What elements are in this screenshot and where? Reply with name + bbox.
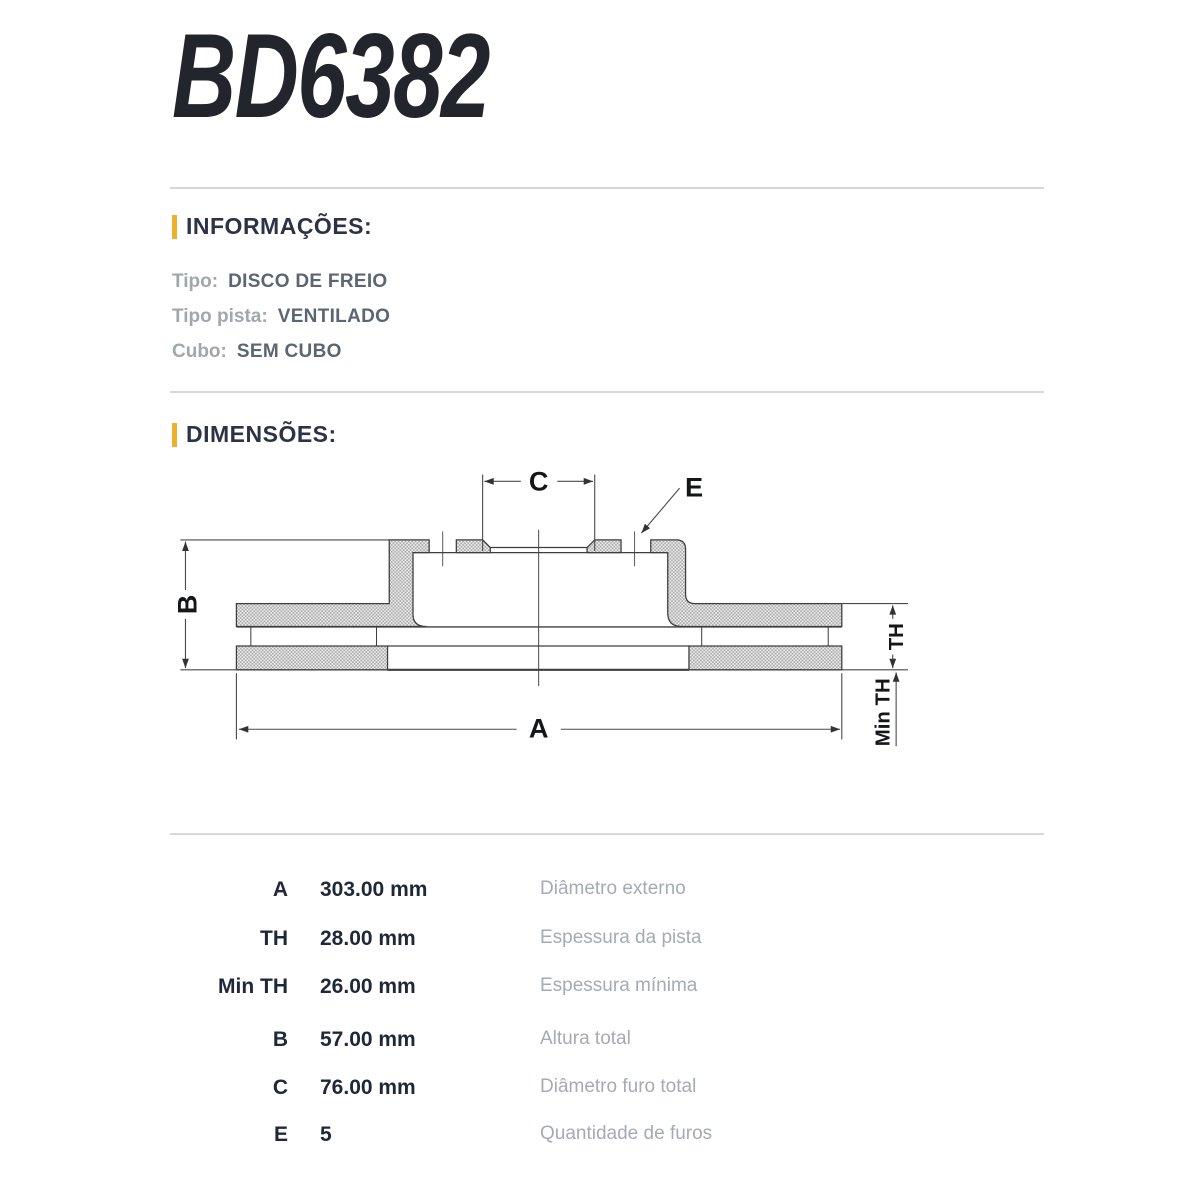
- dim-key: TH: [260, 927, 288, 950]
- dim-value: 26.00 mm: [320, 975, 416, 998]
- dim-description: Diâmetro externo: [540, 878, 686, 899]
- separator: [170, 187, 1044, 189]
- brake-disc-cross-section-drawing: [160, 455, 1060, 815]
- hat-right-wall-and-flange: [651, 540, 842, 627]
- info-label: Tipo pista:: [172, 306, 268, 327]
- dim-label-th: TH: [885, 623, 908, 651]
- table-row: [0, 975, 1200, 1005]
- dim-key: A: [272, 878, 288, 901]
- table-row: [0, 927, 1200, 957]
- dim-value: 303.00 mm: [320, 878, 428, 901]
- dim-description: Altura total: [540, 1028, 631, 1049]
- lower-plate-left: [236, 646, 387, 670]
- table-row: [0, 1076, 1200, 1106]
- technical-drawing-container: [160, 455, 1060, 815]
- lower-plate-right: [689, 646, 842, 670]
- dim-value: 5: [320, 1123, 332, 1146]
- dim-label-e: E: [684, 471, 704, 503]
- product-code-title: BD6382: [172, 9, 489, 143]
- hat-top-right-strip: [587, 540, 621, 553]
- separator: [170, 833, 1044, 835]
- dim-key: Min TH: [218, 975, 288, 998]
- dim-label-b: B: [171, 594, 203, 615]
- dim-value: 57.00 mm: [320, 1028, 416, 1051]
- dim-description: Quantidade de furos: [540, 1123, 713, 1144]
- info-label: Tipo:: [172, 271, 219, 292]
- separator: [170, 391, 1044, 393]
- info-label: Cubo:: [172, 341, 227, 362]
- dim-key: C: [272, 1076, 288, 1099]
- info-section-header: [172, 213, 372, 240]
- dim-label-c: C: [528, 465, 549, 497]
- info-value: VENTILADO: [277, 306, 391, 327]
- dim-description: Espessura mínima: [540, 975, 698, 996]
- info-row-tipo: [172, 271, 387, 293]
- hat-top-left-strip: [456, 540, 490, 553]
- dim-label-min-th: Min TH: [872, 678, 895, 747]
- dim-description: Espessura da pista: [540, 927, 702, 948]
- dim-key: B: [272, 1028, 288, 1051]
- dim-value: 76.00 mm: [320, 1076, 416, 1099]
- dimensions-heading: DIMENSÕES:: [186, 421, 337, 447]
- table-row: [0, 878, 1200, 908]
- info-row-cubo: [172, 341, 342, 363]
- dim-description: Diâmetro furo total: [540, 1076, 697, 1097]
- table-row: [0, 1123, 1200, 1153]
- info-value: SEM CUBO: [236, 341, 342, 362]
- table-row: [0, 1028, 1200, 1058]
- dim-label-a: A: [528, 712, 549, 744]
- yellow-accent-bar: [172, 215, 177, 239]
- info-heading: INFORMAÇÕES:: [186, 213, 373, 239]
- dim-key: E: [273, 1123, 288, 1146]
- vent-vane-lines: [251, 627, 828, 646]
- info-value: DISCO DE FREIO: [228, 271, 388, 292]
- e-leader-line: [641, 488, 679, 533]
- dim-value: 28.00 mm: [320, 927, 416, 950]
- yellow-accent-bar: [172, 423, 177, 447]
- dimensions-section-header: [172, 421, 337, 448]
- info-row-tipo-pista: [172, 306, 390, 328]
- hat-left-wall-and-flange: [236, 540, 429, 627]
